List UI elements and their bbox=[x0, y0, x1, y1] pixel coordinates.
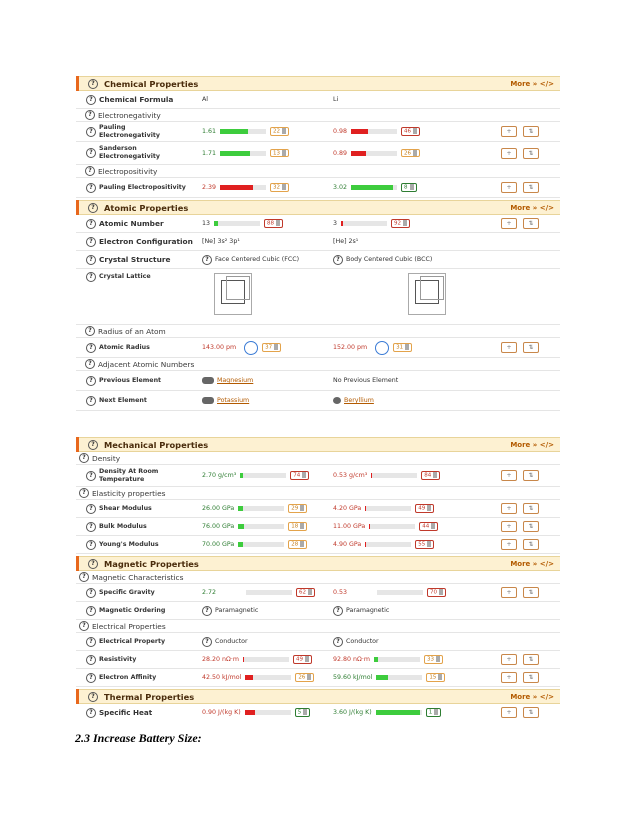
row-density: ? Density At Room Temperature 2.70 g/cm³ 74 0.53 g/cm³ 84 + ⇅ bbox=[76, 465, 560, 487]
radius-icon bbox=[375, 341, 389, 355]
more-link[interactable]: More » </> bbox=[510, 203, 554, 212]
toggle-box[interactable]: + bbox=[501, 342, 517, 353]
element-icon bbox=[333, 397, 341, 404]
section-chemical bbox=[76, 76, 560, 91]
more-link[interactable]: More » </> bbox=[510, 79, 554, 88]
more-link[interactable]: More » </> bbox=[510, 692, 554, 701]
row-lattice: ? Crystal Lattice bbox=[76, 269, 560, 325]
help-icon[interactable]: ? bbox=[86, 127, 96, 137]
row-atomic-number: ? Atomic Number 13 88 3 92 + ⇅ bbox=[76, 215, 560, 233]
sort-icon[interactable]: ⇅ bbox=[523, 342, 539, 353]
row-formula bbox=[76, 91, 560, 109]
help-icon[interactable]: ? bbox=[86, 183, 96, 193]
subheading: ? Electropositivity bbox=[76, 165, 560, 178]
row-crystal: ? Crystal Structure ? Face Centered Cubic (FCC) ? Body Centered Cubic (BCC) bbox=[76, 251, 560, 269]
toggle-box[interactable]: + bbox=[501, 218, 517, 229]
row-config: ? Electron Configuration [Ne] 3s² 3p¹ [He] 2s¹ bbox=[76, 233, 560, 251]
caption-heading: 2.3 Increase Battery Size: bbox=[75, 731, 202, 745]
help-icon[interactable]: ? bbox=[86, 95, 96, 105]
fcc-lattice-icon bbox=[214, 273, 252, 315]
section-magnetic: ? Magnetic Properties More » </> bbox=[76, 556, 560, 571]
row-ordering: ? Magnetic Ordering ? Paramagnetic ? Paramagnetic bbox=[76, 602, 560, 620]
section-thermal: ? Thermal Properties More » </> bbox=[76, 689, 560, 704]
sort-icon[interactable]: ⇅ bbox=[523, 218, 539, 229]
toggle-box[interactable]: + bbox=[501, 182, 517, 193]
toggle-box[interactable]: + bbox=[501, 126, 517, 137]
row-young: ? Young's Modulus 70.00 GPa 28 4.90 GPa 55 + ⇅ bbox=[76, 536, 560, 554]
row-gravity: ? Specific Gravity 2.72 62 0.53 70 + ⇅ bbox=[76, 584, 560, 602]
element-link[interactable]: Magnesium bbox=[217, 377, 254, 384]
help-icon[interactable]: ? bbox=[86, 148, 96, 158]
toggle-box[interactable]: + bbox=[501, 148, 517, 159]
element-link[interactable]: Potassium bbox=[217, 397, 250, 404]
row-sanderson: ? Sanderson Electronegativity 1.71 13 0.89 26 + ⇅ bbox=[76, 142, 560, 165]
section-title: Chemical Properties bbox=[104, 78, 199, 89]
value-b: Li bbox=[333, 96, 339, 103]
more-link[interactable]: More » </> bbox=[510, 559, 554, 568]
row-elec-prop: ? Electrical Property ? Conductor ? Conductor bbox=[76, 633, 560, 651]
row-atomic-radius: ? Atomic Radius 143.00 pm 37 152.00 pm 31 + ⇅ bbox=[76, 338, 560, 358]
more-link[interactable]: More » </> bbox=[510, 440, 554, 449]
row-heat: ? Specific Heat 0.90 J/(kg K) 5 3.60 J/(kg K) 1 + ⇅ bbox=[76, 704, 560, 720]
subheading: ? Adjacent Atomic Numbers bbox=[76, 358, 560, 371]
help-icon[interactable]: ? bbox=[88, 79, 98, 89]
row-label: Chemical Formula bbox=[99, 94, 174, 104]
row-next: ? Next Element Potassium Beryllium bbox=[76, 391, 560, 411]
bcc-lattice-icon bbox=[408, 273, 446, 315]
help-icon[interactable]: ? bbox=[85, 110, 95, 120]
row-shear: ? Shear Modulus 26.00 GPa 29 4.20 GPa 49 + ⇅ bbox=[76, 500, 560, 518]
row-pauling: ? Pauling Electronegativity 1.61 22 0.98 46 + ⇅ bbox=[76, 122, 560, 142]
section-atomic: ? Atomic Properties More » </> bbox=[76, 200, 560, 215]
value-a: Al bbox=[202, 96, 209, 103]
radius-icon bbox=[244, 341, 258, 355]
element-icon bbox=[202, 397, 214, 404]
row-affinity: ? Electron Affinity 42.50 kJ/mol 26 59.60 kJ/mol 15 + ⇅ bbox=[76, 669, 560, 687]
row-resistivity: ? Resistivity 28.20 nΩ·m 49 92.80 nΩ·m 33 + ⇅ bbox=[76, 651, 560, 669]
section-mechanical: ? Mechanical Properties More » </> bbox=[76, 437, 560, 452]
subheading: ? Electronegativity bbox=[76, 109, 560, 122]
element-link[interactable]: Beryllium bbox=[344, 397, 374, 404]
comparison-screenshot: ? Chemical Properties More » </> ? Chemical Formula Al Li ? Electronegativity ? Pauling Electronegativity 1.61 22 0.98 46 + ⇅ ? Sanderson Electronegativity 1.71 13 0.89 26 + ⇅ ? Electropositivity ? Pauling Electropositivity 2.39 32 3.02 8 + ⇅ ? Atomic Properties More » </> ? Atomic Number 13 88 3 92 + ⇅ ? Electron Configuration [Ne] 3s² 3p¹ [He] 2s¹ ? Crystal Structure ? Face Centered Cubic (FCC) ? Body Centered Cubic (BCC) ? Crystal Lattice ? Radius of an Atom ? Atomic Radius 143.00 pm 37 152.00 pm 31 + ⇅ ? Adjacent Atomic Numbers ? Previous Element Magnesium No Previous Element ? Next Element Potassium Beryllium ? Mechanical Properties More » </> ? Density ? Density At Room Temperature 2.70 g/cm³ 74 0.53 g/cm³ 84 + ⇅ ? Elasticity properties ? Shear Modulus 26.00 GPa 29 4.20 GPa 49 + ⇅ ? Bulk Modulus 76.00 GPa 18 11.00 GPa 44 + ⇅ ? Young's Modulus 70.00 GPa 28 4.90 GPa 55 + ⇅ ? Magnetic Properties More » </> ? Magnetic Characteristics ? Specific Gravity 2.72 62 0.53 70 + ⇅ ? Magnetic Ordering ? Paramagnetic ? Paramagnetic ? Electrical Properties ? Electrical Property ? Conductor ? Conductor ? Resistivity 28.20 nΩ·m 49 92.80 nΩ·m 33 + ⇅ ? Electron Affinity 42.50 kJ/mol 26 59.60 kJ/mol 15 + ⇅ ? Thermal Properties More » </> ? Specific Heat 0.90 J/(kg K) 5 3.60 J/(kg K) 1 + ⇅ bbox=[76, 74, 560, 720]
help-icon[interactable]: ? bbox=[85, 166, 95, 176]
sort-icon[interactable]: ⇅ bbox=[523, 182, 539, 193]
sort-icon[interactable]: ⇅ bbox=[523, 126, 539, 137]
element-icon bbox=[202, 377, 214, 384]
row-paulpos: ? Pauling Electropositivity 2.39 32 3.02 8 + ⇅ bbox=[76, 178, 560, 198]
row-bulk: ? Bulk Modulus 76.00 GPa 18 11.00 GPa 44 + ⇅ bbox=[76, 518, 560, 536]
sort-icon[interactable]: ⇅ bbox=[523, 148, 539, 159]
help-icon[interactable]: ? bbox=[88, 203, 98, 213]
row-prev: ? Previous Element Magnesium No Previous Element bbox=[76, 371, 560, 391]
subheading: ? Radius of an Atom bbox=[76, 325, 560, 338]
